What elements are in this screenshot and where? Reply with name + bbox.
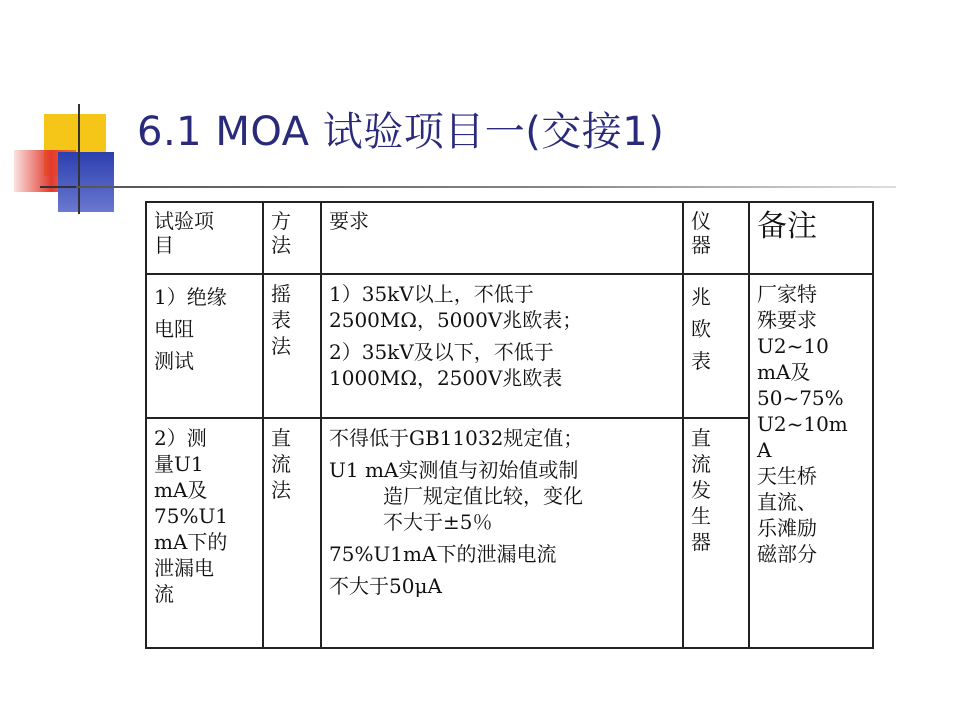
row1-requirement: 1）35kV以上，不低于 2500MΩ，5000V兆欧表； 2）35kV及以下，不低于 1000MΩ，2500V兆欧表 [321, 274, 683, 418]
row1-method: 摇 表 法 [263, 274, 321, 418]
row1-instrument: 兆 欧 表 [683, 274, 749, 418]
row2-method: 直 流 法 [263, 418, 321, 648]
header-requirement: 要求 [321, 202, 683, 274]
header-item: 试验项 目 [146, 202, 263, 274]
header-method: 方 法 [263, 202, 321, 274]
header-note: 备注 [749, 202, 873, 274]
table-row [146, 274, 873, 418]
row2-requirement: 不得低于GB11032规定值； U1 mA实测值与初始值或制 造厂规定值比较，变化 不大于±5％ 75%U1mA下的泄漏电流 不大于50μA [321, 418, 683, 648]
logo-blue-square [58, 152, 114, 212]
test-items-table [145, 201, 874, 649]
page-title: 6.1 MOA 试验项目一(交接1) [137, 109, 665, 155]
logo-vertical-line [78, 104, 80, 214]
row1-item: 1）绝缘 电阻 测试 [146, 274, 263, 418]
row2-instrument: 直 流 发 生 器 [683, 418, 749, 648]
title-underline [76, 186, 896, 188]
header-instrument: 仪 器 [683, 202, 749, 274]
note-cell: 厂家特 殊要求 U2~10 mA及 50~75% U2~10m A 天生桥 直流、 乐滩励 磁部分 [749, 274, 873, 648]
table-header-row [146, 202, 873, 274]
row2-item: 2）测 量U1 mA及 75%U1 mA下的 泄漏电 流 [146, 418, 263, 648]
